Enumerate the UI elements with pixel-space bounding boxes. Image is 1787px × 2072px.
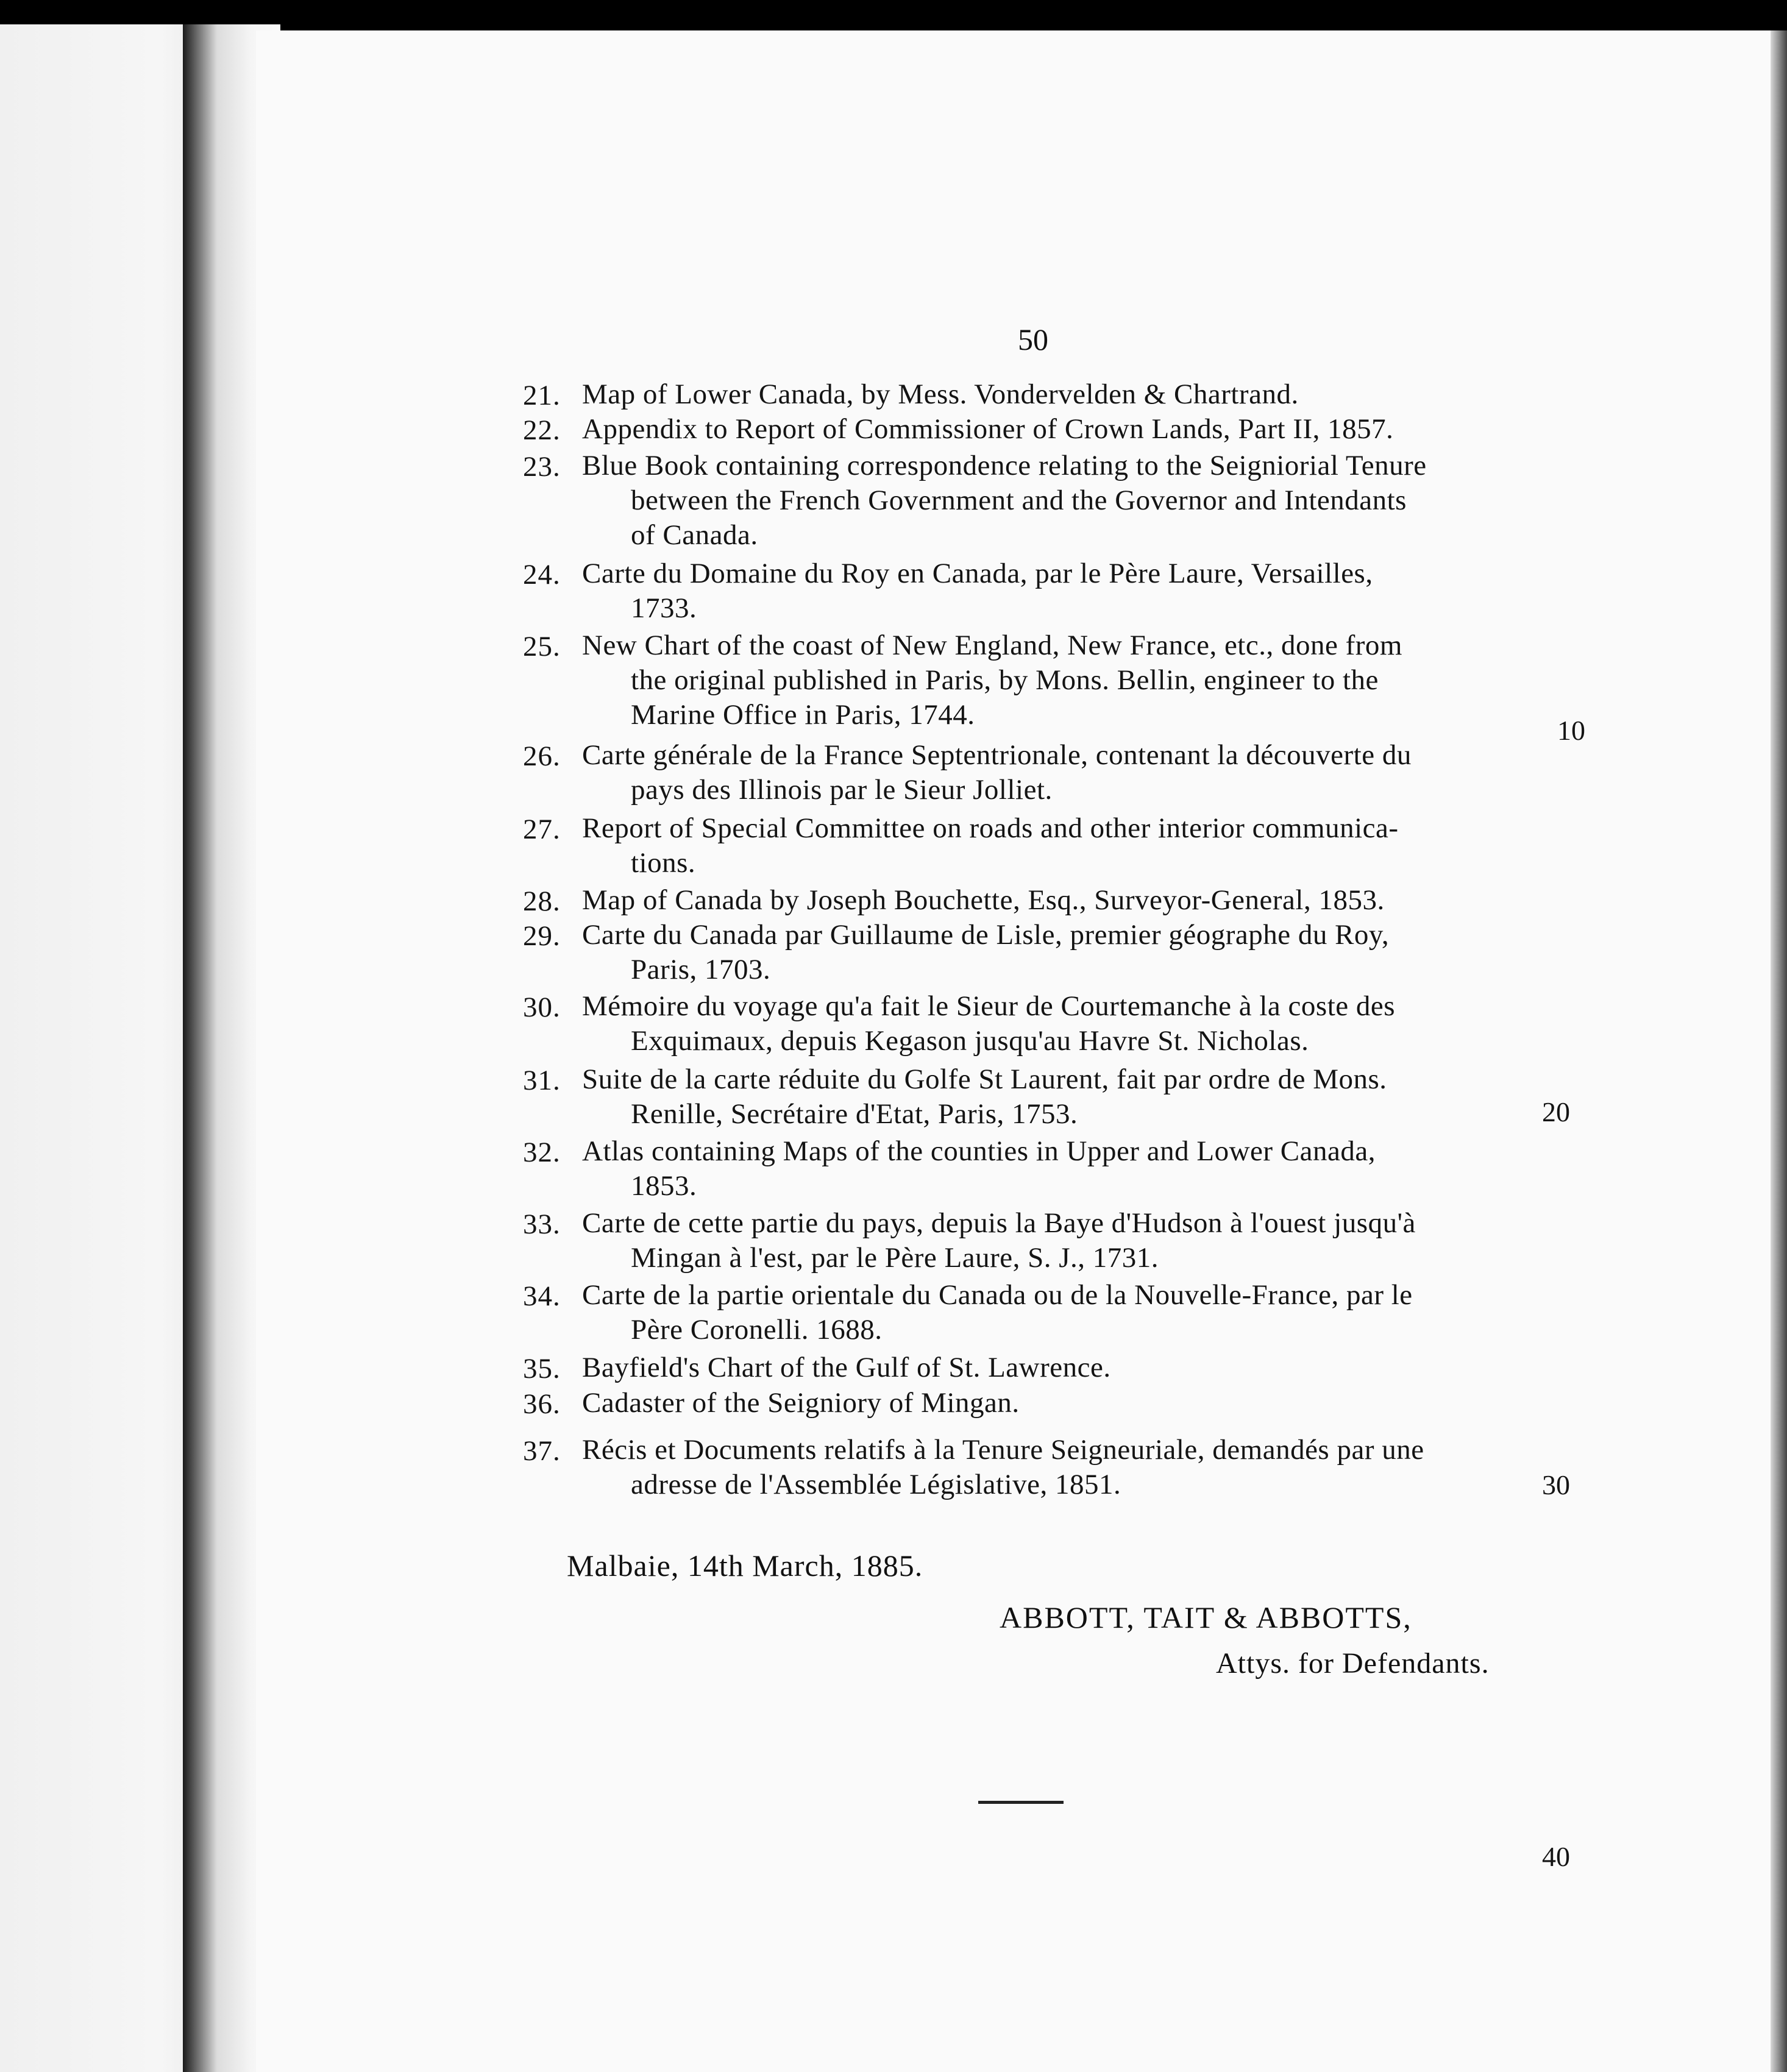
exhibit-number: 32. <box>523 1137 561 1168</box>
exhibit-text-line: Appendix to Report of Commissioner of Crown Lands, Part II, 1857. <box>582 413 1394 445</box>
exhibit-number: 37. <box>523 1435 561 1467</box>
exhibit-text-line: between the French Government and the Governor and Intendants <box>631 484 1407 516</box>
line-number-margin: 10 <box>1557 715 1585 746</box>
exhibit-number: 28. <box>523 885 561 917</box>
scan-border-right <box>1771 30 1787 2072</box>
exhibit-number: 34. <box>523 1280 561 1312</box>
exhibit-number: 26. <box>523 740 561 772</box>
exhibit-text-line: Exquimaux, depuis Kegason jusqu'au Havre St. Nicholas. <box>631 1025 1309 1057</box>
exhibit-text-line: Marine Office in Paris, 1744. <box>631 699 975 731</box>
exhibit-number: 36. <box>523 1388 561 1420</box>
page-number: 50 <box>1018 322 1048 357</box>
exhibit-text-line: tions. <box>631 847 696 879</box>
exhibit-number: 35. <box>523 1353 561 1385</box>
exhibit-number: 30. <box>523 992 561 1023</box>
exhibit-text-line: Paris, 1703. <box>631 954 771 985</box>
signature-role: Attys. for Defendants. <box>1216 1647 1490 1680</box>
exhibit-text-line: Carte générale de la France Septentrionale, contenant la découverte du <box>582 739 1412 771</box>
exhibit-text-line: the original published in Paris, by Mons. Bellin, engineer to the <box>631 664 1379 696</box>
exhibit-text-line: New Chart of the coast of New England, New France, etc., done from <box>582 630 1402 661</box>
exhibit-text-line: Carte de cette partie du pays, depuis la Baye d'Hudson à l'ouest jusqu'à <box>582 1207 1416 1239</box>
exhibit-number: 23. <box>523 451 561 483</box>
exhibit-number: 29. <box>523 920 561 952</box>
exhibit-text-line: Mémoire du voyage qu'a fait le Sieur de Courtemanche à la coste des <box>582 990 1396 1022</box>
exhibit-text-line: adresse de l'Assemblée Législative, 1851. <box>631 1469 1121 1500</box>
exhibit-text-line: Map of Canada by Joseph Bouchette, Esq., Surveyor-General, 1853. <box>582 884 1385 916</box>
line-number-margin: 30 <box>1542 1469 1570 1500</box>
exhibit-text-line: of Canada. <box>631 519 758 551</box>
exhibit-number: 31. <box>523 1065 561 1096</box>
closing-rule <box>978 1801 1064 1804</box>
exhibit-text-line: Atlas containing Maps of the counties in Upper and Lower Canada, <box>582 1135 1376 1167</box>
exhibit-text-line: Suite de la carte réduite du Golfe St Laurent, fait par ordre de Mons. <box>582 1063 1387 1095</box>
signature-firm: ABBOTT, TAIT & ABBOTTS, <box>1000 1600 1412 1634</box>
exhibit-text-line: Bayfield's Chart of the Gulf of St. Lawrence. <box>582 1352 1111 1383</box>
exhibit-text-line: Report of Special Committee on roads and other interior communica- <box>582 812 1399 844</box>
exhibit-text-line: Renille, Secrétaire d'Etat, Paris, 1753. <box>631 1098 1078 1130</box>
exhibit-number: 33. <box>523 1208 561 1240</box>
exhibit-text-line: Blue Book containing correspondence relating to the Seigniorial Tenure <box>582 450 1427 481</box>
exhibit-text-line: 1733. <box>631 592 697 624</box>
line-number-margin: 20 <box>1542 1096 1570 1127</box>
exhibit-text-line: Carte du Canada par Guillaume de Lisle, premier géographe du Roy, <box>582 919 1390 951</box>
exhibit-text-line: pays des Illinois par le Sieur Jolliet. <box>631 774 1053 806</box>
exhibit-text-line: Carte de la partie orientale du Canada ou de la Nouvelle-France, par le <box>582 1279 1413 1311</box>
exhibit-text-line: Carte du Domaine du Roy en Canada, par le Père Laure, Versailles, <box>582 558 1373 589</box>
exhibit-text-line: Map of Lower Canada, by Mess. Vondervelden & Chartrand. <box>582 378 1299 410</box>
exhibit-text-line: Père Coronelli. 1688. <box>631 1314 883 1346</box>
exhibit-number: 24. <box>523 559 561 591</box>
exhibit-text-line: Cadaster of the Seigniory of Mingan. <box>582 1387 1020 1419</box>
exhibit-text-line: Récis et Documents relatifs à la Tenure Seigneuriale, demandés par une <box>582 1434 1424 1466</box>
exhibit-text-line: Mingan à l'est, par le Père Laure, S. J., 1731. <box>631 1242 1159 1274</box>
exhibit-number: 22. <box>523 414 561 446</box>
exhibit-text-line: 1853. <box>631 1170 697 1202</box>
exhibit-number: 21. <box>523 380 561 411</box>
dateline: Malbaie, 14th March, 1885. <box>567 1549 923 1583</box>
exhibit-number: 27. <box>523 814 561 845</box>
line-number-margin: 40 <box>1542 1841 1570 1872</box>
exhibit-number: 25. <box>523 631 561 662</box>
